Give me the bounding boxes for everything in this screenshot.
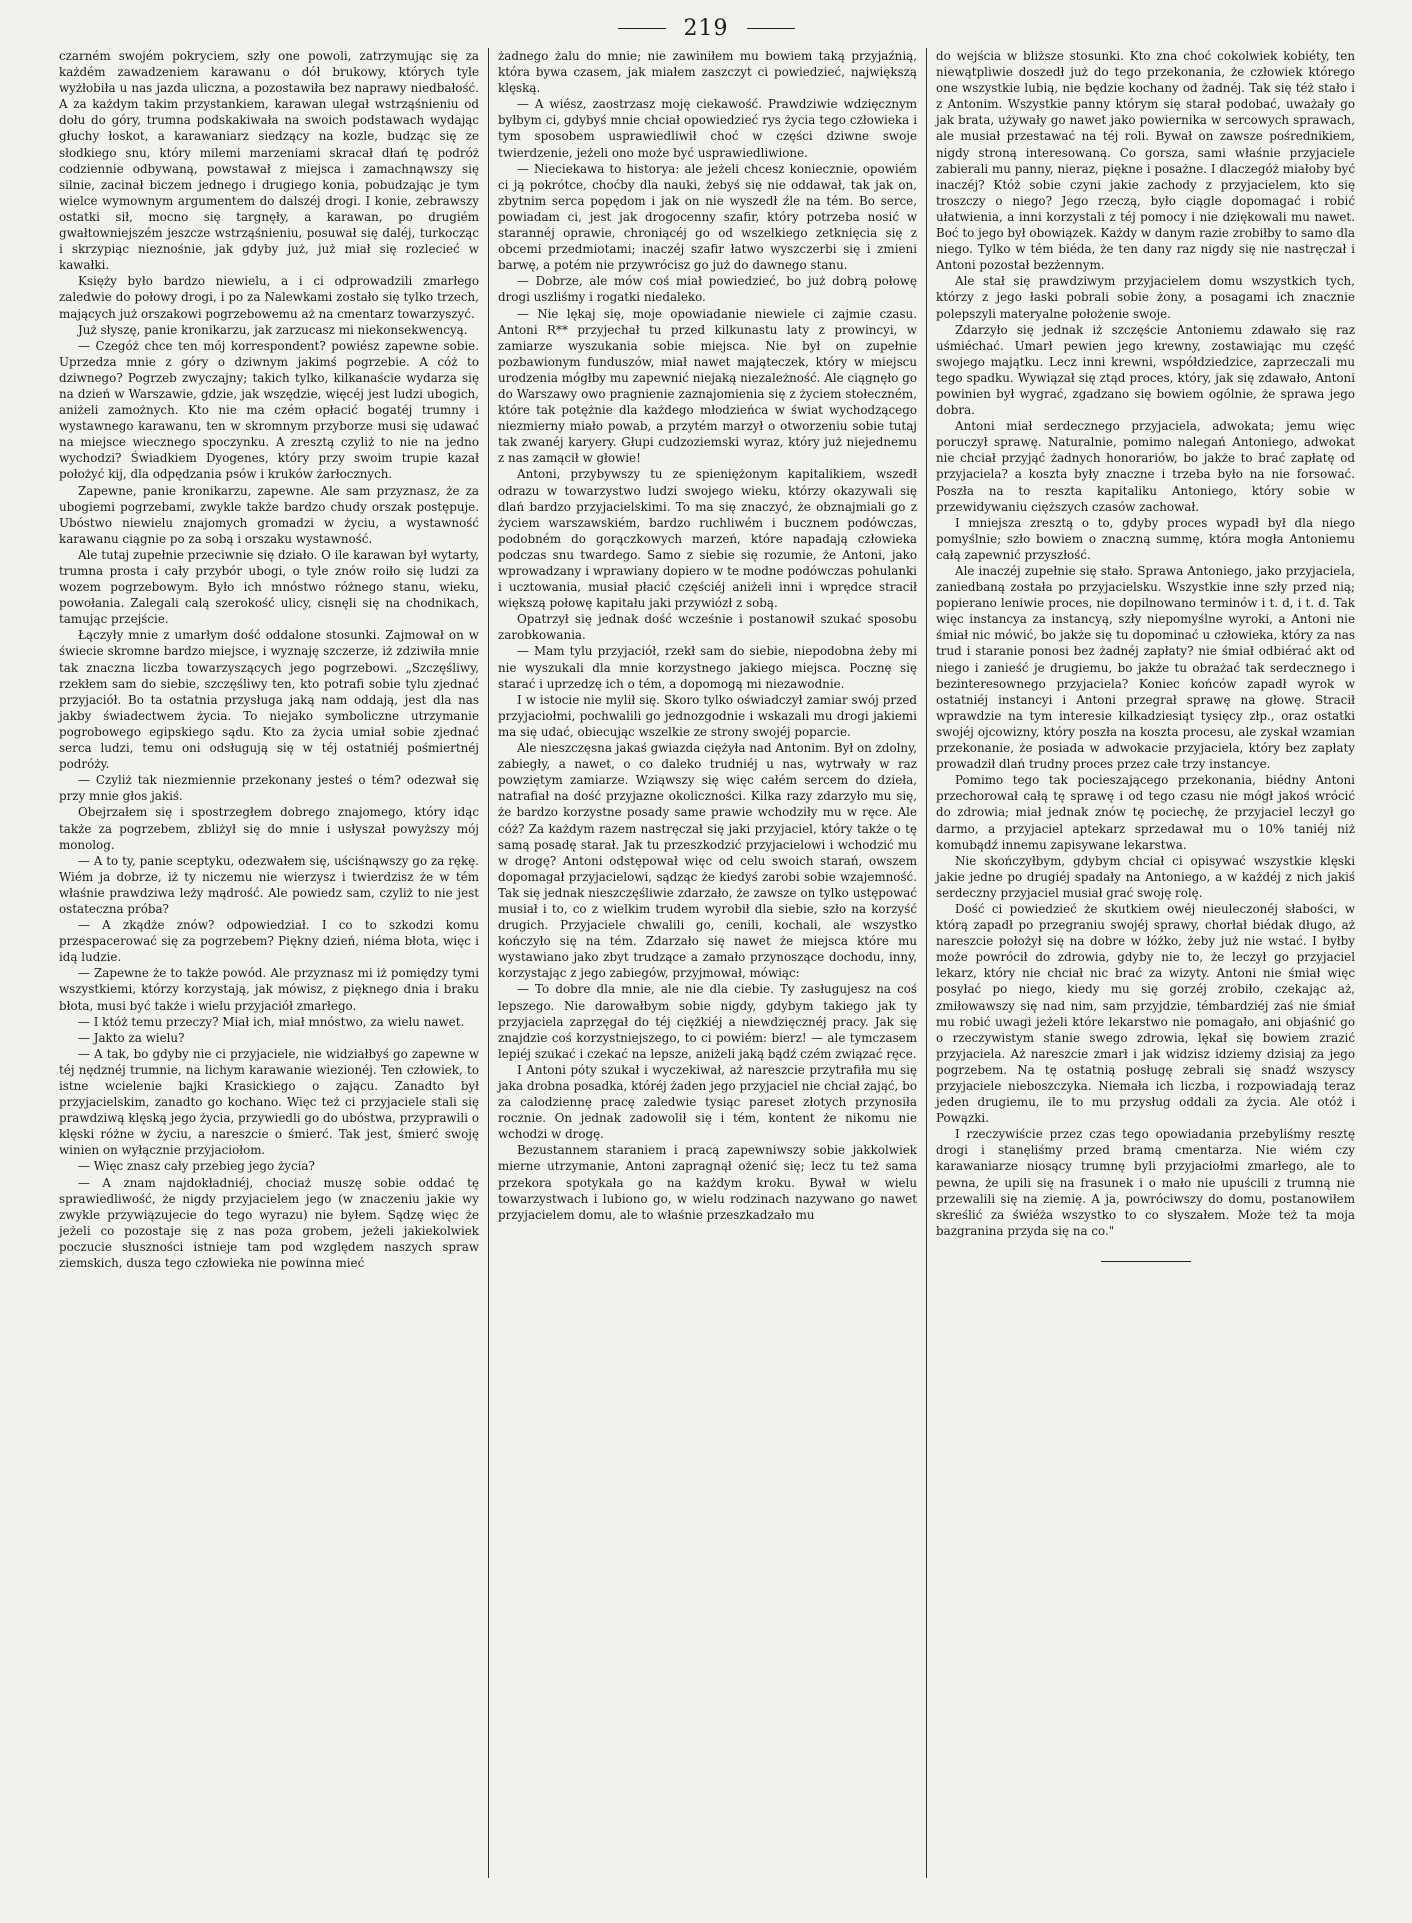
paragraph: — I któż temu przeczy? Miał ich, miał mnóstwo, za wielu nawet.	[78, 1014, 465, 1029]
paragraph: — A to ty, panie sceptyku, odezwałem się, uściśnąwszy go za rękę. Wiém ja dobrze, iż ty niczemu nie wierzysz i twierdzisz że w tém właśnie prawdziwa leży mądrość. Ale powiedz sam, czyliż to nie jest ostateczna próba?	[59, 853, 479, 916]
paragraph: I w istocie nie mylił się. Skoro tylko oświadczył zamiar swój przed przyjaciołmi, pochwalili go jednozgodnie i wskazali mu drogi jakiemi ma się udać, obiecując wszelkie ze strony swojéj poparcie.	[498, 692, 917, 739]
paragraph: — Jakto za wielu?	[78, 1030, 185, 1045]
paragraph: — Więc znasz cały przebieg jego życia?	[78, 1159, 315, 1174]
paragraph: — Nieciekawa to historya: ale jeżeli chcesz koniecznie, opowiém ci ją pokrótce, choćby dla nauki, żebyś się nie oddawał, tak jak on, zbytnim serca popędom i jak on nie wyszedł źle na tém. Bo serce, powiadam ci, jest jak drogocenny szafir, który potrzeba nosić w starannéj oprawie, chroniącéj go od wszelkiego zetknięcia się z obcemi przedmiotami; inaczéj szafir łatwo wyszczerbi się i zmieni barwę, a potém nie przywrócisz go już do dawnego stanu.	[498, 161, 917, 273]
paragraph: Zdarzyło się jednak iż szczęście Antoniemu zdawało się raz uśmiéchać. Umarł pewien jego krewny, zostawiając mu część swojego majątku. Lecz inni krewni, współdziedzice, zaprzeczali mu tego spadku. Wywiązał się ztąd proces, który, jak się zdawało, Antoni powinien był wygrać, zgadzano się bowiem ogólnie, że sprawa jego dobra.	[936, 322, 1355, 418]
column-middle	[488, 48, 926, 1878]
paragraph: Antoni miał serdecznego przyjaciela, adwokata; jemu więc poruczył sprawę. Naturalnie, pomimo nalegań Antoniego, adwokat nie chciał przyjąć żadnych honorariów, bo jakże to brać zapłatę od przyjaciela? a koszta były znaczne i trzeba było na nie forsować. Poszła na to reszta kapitaliku Antoniego, który sobie w przewidywaniu cięższych czasów zachował.	[936, 419, 1355, 514]
paragraph: — Czyliż tak niezmiennie przekonany jesteś o tém? odezwał się przy mnie głos jakiś.	[59, 773, 479, 804]
paragraph: Zapewne, panie kronikarzu, zapewne. Ale sam przyznasz, że za ubogiemi pogrzebami, zwykle także bardzo chudy orszak postępuje. Ubóstwo niewielu znajomych gromadzi w życiu, a wystawność karawanu ciągnie po za sobą i orszaku wystawność.	[59, 483, 479, 546]
paragraph: Obejrzałem się i spostrzegłem dobrego znajomego, który idąc także za pogrzebem, zbliżył się do mnie i usłyszał powyższy mój monolog.	[59, 805, 479, 852]
header-rule-right	[747, 28, 795, 29]
paragraph: — A tak, bo gdyby nie ci przyjaciele, nie widziałbyś go zapewne w téj nędznéj trumnie, na lichym karawanie wiezionéj. Ten człowiek, to istne wcielenie bajki Krasickiego o zającu. Zanadto był przyjacielskim, zanadto go kochano. Więc też ci przyjaciele stali się prawdziwą klęską jego życia, przywiedli go do ubóstwa, przyprawili o klęski różne w życiu, a nareszcie o śmierć. Tak jest, śmierć swoję winien on wyłącznie przyjaciołom.	[59, 1046, 479, 1158]
text-columns	[50, 48, 1366, 1878]
paragraph: Antoni, przybywszy tu ze spieniężonym kapitalikiem, wszedł odrazu w towarzystwo ludzi swojego wieku, którzy okazywali się dlań bardzo przyjacielskimi. To ma się znaczyć, że obznajmiali go z życiem warszawskiém, bardzo ruchliwém i bucznem podówczas, podobném do gorączkowych marzeń, które napadają człowieka podczas snu twardego. Samo z siebie się rozumie, że Antoni, jako wprowadzany i wprawiany dopiero w te modne podówczas pohulanki i ucztowania, musiał płacić częściéj aniżeli inni i wprędce stracił większą połowę kapitału jaki przywiózł z sobą.	[498, 467, 917, 611]
paragraph: Już słyszę, panie kronikarzu, jak zarzucasz mi niekonsekwencyą.	[78, 322, 468, 337]
paragraph: czarném swojém pokryciem, szły one powoli, zatrzymując się za każdém zawadzeniem karawanu o dół brukowy, których tyle wyżłobiła u nas jazda uliczna, a pozostawiła bez naprawy niedbałość. A za każdym takim przystankiem, karawan ulegał wstrząśnieniu od dołu do góry, trumna podskakiwała na swoich podstawach wydając głuchy łoskot, a karawaniarz siedzący na kozle, budząc się ze słodkiego snu, który milemi marzeniami skracał dłań tę podróż codziennie odbywaną, powstawał z miejsca i zamachnąwszy się silnie, zacinał biczem jednego i drugiego konia, pobudzając je tym wielce wymownym argumentem do dalszéj drogi. I konie, zebrawszy ostatki sił, mocno się targnęły, a karawan, po drugiém gwałtowniejszém jeszcze wstrząśnieniu, posuwał się daléj, turkocząc i skrzypiąc nieznośnie, jak gdyby już, już miał się rozlecieć w kawałki.	[59, 49, 479, 273]
paragraph: I Antoni póty szukał i wyczekiwał, aż nareszcie przytrafiła mu się jaka drobna posadka, któréj żaden jego przyjaciel nie chciał zająć, bo za calodziennę pracę zaledwie tysiąc pareset złotych przynosiła rocznie. On jednak zadowolił się i tém, kontent że nikomu nie wchodzi w drogę.	[498, 1062, 917, 1142]
page-number: 219	[683, 15, 729, 41]
paragraph: Łączyły mnie z umarłym dość oddalone stosunki. Zajmował on w świecie skromne bardzo miejsce, i wyznaję szczerze, iż zdziwiła mnie tak znaczna liczba towarzyszących jego pogrzebowi. „Szczęśliwy, rzekłem sam do siebie, szczęśliwy ten, kto potrafi sobie tylu zjednać przyjaciół. Bo ta ostatnia przysługa jaką nam oddają, jest dla nas jakby świadectwem życia. To niejako symboliczne utrzymanie pogrobowego egipskiego sądu. Kto za życia umiał sobie zjednać serca ludzi, temu oni odsługują się w téj ostatniéj pośmiertnéj podróży.	[59, 628, 479, 772]
page-header	[0, 8, 1412, 48]
paragraph: Ale tutaj zupełnie przeciwnie się działo. O ile karawan był wytarty, trumna prosta i cały przybór ubogi, o tyle znów roiło się ludzi za wozem pogrzebowym. Było ich mnóstwo różnego stanu, wieku, powołania. Zalegali calą szerokość ulicy, cisnęli się na chodnikach, tamując przejście.	[59, 547, 479, 627]
paragraph: do wejścia w bliższe stosunki. Kto zna choć cokolwiek kobiéty, ten niewątpliwie doszedł już do tego przekonania, że człowiek którego one wszystkie lubią, nie będzie kochany od żadnéj. Tak się téż stało i z Antonim. Wszystkie panny którym się starał podobać, uważały go jak brata, używały go nawet jako powiernika w sercowych sprawach, ale musiał przestawać na téj roli. Bywał on zawsze pośrednikiem, nigdy stroną interesowaną. Co gorsza, sami właśnie przyjaciele zabierali mu panny, nieraz, piękne i posażne. I dlaczegóż miałoby być inaczéj? Któż sobie czyni jakie zachody z przyjacielem, kto się troszczy o niego? Jego rzeczą, było ciągle dopomagać i robić ułatwienia, a inni korzystali z téj pomocy i nie dziękowali mu nawet. Boć to jego był obowiązek. Każdy w danym razie zrobiłby to samo dla niego. Tylko w tém biéda, że ten dany raz nigdy się nie nastręczał i Antoni pozostał bezżennym.	[936, 49, 1355, 273]
paragraph: — A znam najdokładniéj, chociaż muszę sobie oddać tę sprawiedliwość, że nigdy przyjacielem jego (w znaczeniu jakie wy zwykle przywiązujecie do tego wyrazu) nie byłem. Sądzę więc że jeżeli co pozostaje się z nas poza grobem, jeżeli jakiekolwiek poczucie słuszności istnieje tam pod względem naszych spraw ziemskich, dusza tego człowieka nie powinna mieć	[59, 1175, 479, 1271]
paragraph: — Zapewne że to także powód. Ale przyznasz mi iż pomiędzy tymi wszystkiemi, którzy korzystają, jak mówisz, z pięknego dnia i braku błota, musi być także i wielu przyjaciół zmarłego.	[59, 966, 479, 1013]
paragraph: Ale nieszczęsna jakaś gwiazda ciężyła nad Antonim. Był on zdolny, zabiegły, a nawet, o co daleko trudniéj u nas, wytrwały w raz powziętym zamiarze. Wziąwszy się więc całém sercem do dzieła, natrafiał na dość przyjazne okoliczności. Kilka razy zdarzyło mu się, że bardzo korzystne posady same prawie wchodziły mu w ręce. Ale cóż? Za każdym razem nastręczał się jaki przyjaciel, który także o tę samą posadę starał. Jak tu przeszkodzić przyjacielowi i wchodzić mu w drogę? Antoni odstępował więc od celu swoich starań, owszem dopomagał przyjacielowi, sądząc że kiedyś zarobi sobie wzajemność. Tak się jednak nieszczęśliwie zdarzało, że zawsze on tylko ustępować musiał i to, co z wielkim trudem wyrobił dla siebie, szło na korzyść drugich. Przyjaciele chwalili go, cenili, kochali, ale wszystko kończyło się na tém. Zdarzało się nawet że miejsca które mu wystawiano jako zbyt trudzące a zamało przynoszące dochodu, inny, korzystając z jego zabiegów, przyjmował, mówiąc:	[498, 741, 917, 981]
column-right	[926, 48, 1364, 1878]
paragraph: — A wiész, zaostrzasz moję ciekawość. Prawdziwie wdzięcznym byłbym ci, gdybyś mnie chciał opowiedzieć rys życia tego człowieka i tym sposobem usprawiedliwił choć w części dziwne swoje twierdzenie, jeżeli ono może być usprawiedliwione.	[498, 97, 917, 160]
paragraph: Księży było bardzo niewielu, a i ci odprowadzili zmarłego zaledwie do połowy drogi, i po za Nalewkami zostało się tylko trzech, mających już orszakowi pogrzebowemu aż na cmentarz towarzyszyć.	[59, 274, 479, 321]
paragraph: Bezustannem staraniem i pracą zapewniwszy sobie jakkolwiek mierne utrzymanie, Antoni zapragnął ożenić się; lecz tu też sama przekora spotykała go na każdym kroku. Bywał w wielu towarzystwach i lubiono go, w wielu rodzinach nazywano go nawet przyjacielem domu, ale to właśnie przeszkadzało mu	[498, 1143, 917, 1222]
paragraph: Ale inaczéj zupełnie się stało. Sprawa Antoniego, jako przyjaciela, zaniedbaną została po przyjacielsku. Wszystkie inne szły przed nią; popierano leniwie proces, nie dopilnowano terminów i t. d, i t. d. Tak więc instancya za instancyą, szły niepomyślne wyroki, a Antoni nie śmiał nic mówić, bo jakże się tu dopominać u człowieka, który za nas trud i staranie ponosi bez żadnéj zapłaty? nie śmiał odbiérać akt od niego i zanieść je drugiemu, bo jakże tu obrażać tak serdecznego i bezinteresownego przyjaciela? Koniec końców zapadł wyrok w ostatniéj instancyi i Antoni przegrał sprawę na głowę. Stracił wprawdzie na tym interesie kilkadziesiąt tysięcy złp., oraz ostatki swojéj ojcowizny, który poszła na koszta procesu, ale zyskał wzamian przekonanie, że posiada w adwokacie przyjaciela, który bez zapłaty prowadził dlań trudny proces przez całe trzy instancye.	[936, 564, 1355, 772]
paragraph: Ale stał się prawdziwym przyjacielem domu wszystkich tych, którzy z jego łaski pobrali sobie żony, a posagami ich znacznie polepszyli materyalne położenie swoje.	[936, 274, 1355, 321]
paragraph: — A zkądże znów? odpowiedział. I co to szkodzi komu przespacerować się za pogrzebem? Piękny dzień, niéma błota, więc i idą ludzie.	[59, 918, 479, 965]
article-end-rule	[1101, 1261, 1191, 1262]
paragraph: — Mam tylu przyjaciół, rzekł sam do siebie, niepodobna żeby mi nie wyszukali dla mnie korzystnego jakiego miejsca. Pocznę się starać i uprzedzę ich o tém, a dopomogą mi niezawodnie.	[498, 644, 917, 691]
paragraph: Dość ci powiedzieć że skutkiem owéj nieuleczonéj słabości, w którą zapadł po przegraniu swojéj sprawy, chorłał biédak długo, aż nareszcie położył się na dobre w łóżko, żeby już nie wstać. I byłby może powrócił do zdrowia, gdyby nie to, że leczył go przyjaciel lekarz, który nie chciał nic brać za wizyty. Antoni nie śmiał więc posyłać po niego, kiedy mu się gorzéj zrobiło, czekając aż, zmiłowawszy się nad nim, sam przyjdzie, témbardziéj zaś nie śmiał mu robić uwagi jeżeli które lekarstwo nie pomagało, ani objaśnić go o rzeczywistym stanie swego zdrowia, lękał się bowiem zrazić przyjaciela. Aż nareszcie zmarł i jak widzisz idziemy dzisiaj za jego pogrzebem. Na tę ostatnią posługę zebrali się snadź wszyscy przyjaciele nieboszczyka. Niemała ich liczba, i rozpowiadają teraz jeden drugiemu, ile to mu przysług oddali za życia. Ale otóż i Powązki.	[936, 901, 1355, 1126]
paragraph: Opatrzył się jednak dość wcześnie i postanowił szukać sposobu zarobkowania.	[498, 612, 917, 643]
paragraph: — Czegóż chce ten mój korrespondent? powiész zapewne sobie. Uprzedza mnie z góry o dziwnym jakimś pogrzebie. A cóż to dziwnego? Pogrzeb zwyczajny; takich tylko, kilkanaście wydarza się na dzień w Warszawie, gdzie, jak wszędzie, więcéj jest ludzi ubogich, aniżeli zamożnych. Kto nie ma czém opłacić bogatéj trumny i wystawnego karawanu, ten w skromnym przyborze musi się udawać na miejsce wiecznego spoczynku. A zresztą czyliż to nie na jedno wychodzi? Świadkiem Dyogenes, który przy swoim trupie kazał położyć kij, dla odpędzania psów i kruków żarłocznych.	[59, 338, 479, 482]
paragraph: żadnego żalu do mnie; nie zawiniłem mu bowiem taką przyjaźnią, która bywa czasem, jak miałem zaszczyt ci powiedzieć, największą klęską.	[498, 49, 917, 96]
paragraph: — Nie lękaj się, moje opowiadanie niewiele ci zajmie czasu. Antoni R** przyjechał tu przed kilkunastu laty z prowincyi, w zamiarze wyszukania sobie miejsca. Nie był on zupełnie pozbawionym funduszów, miał nawet mająteczek, który w miejscu urodzenia mógłby mu zapewnić niejaką niezależność. Ale ciągnęło go do Warszawy owo pragnienie zaznajomienia się z życiem stołeczném, które tak potężnie dla każdego młodzieńca w świat wychodzącego niezmierny miało powab, a przytém marzył o otworzeniu sobie tutaj tak zwanéj karyery. Głupi cudzoziemski wyraz, który już niejednemu z nas zamącił w głowie!	[498, 306, 917, 466]
header-rule-left	[618, 28, 666, 29]
paragraph: I mniejsza zresztą o to, gdyby proces wypadł był dla niego pomyślnie; szło bowiem o znaczną summę, która mogła Antoniemu całą zapewnić przyszłość.	[936, 515, 1355, 562]
paragraph: Pomimo tego tak pocieszającego przekonania, biédny Antoni przechorował całą tę sprawę i od tego czasu nie mógł jakoś wrócić do zdrowia; miał jednak znów tę pociechę, że przyjaciel leczył go darmo, a przyjaciel aptekarz sprzedawał mu o 10% taniéj niż komubądź innemu zapisywane lekarstwa.	[936, 773, 1355, 852]
paragraph: Nie skończyłbym, gdybym chciał ci opisywać wszystkie klęski jakie jedne po drugiéj spadały na Antoniego, a w każdéj z nich jakiś serdeczny przyjaciel musiał grać swoję rolę.	[936, 853, 1355, 900]
paragraph: I rzeczywiście przez czas tego opowiadania przebyliśmy resztę drogi i stanęliśmy przed bramą cmentarza. Nie wiém czy karawaniarze niosący trumnę byli przyjaciołmi zmarłego, ale to pewna, że upili się na frasunek i o mało nie upuścili z trumną nie przewalili się na ziemię. A ja, powróciwszy do domu, postanowiłem skreślić za świéża wszystko to co słyszałem. Może też ta moja bazgranina przyda się na co."	[936, 1127, 1355, 1238]
paragraph: — Dobrze, ale mów coś miał powiedzieć, bo już dobrą połowę drogi uszliśmy i rogatki niedaleko.	[498, 274, 917, 305]
column-left	[50, 48, 488, 1878]
paragraph: — To dobre dla mnie, ale nie dla ciebie. Ty zasługujesz na coś lepszego. Nie darowałbym sobie nigdy, gdybym takiego jak ty przyjaciela zaprzęgał do téj ciężkiéj a niewdzięcznéj pracy. Jak się znajdzie coś korzystniejszego, to ci powiém: bierz! — ale tymczasem lepiéj szukać i czekać na lepsze, aniżeli jaką bądź czém związać ręce.	[498, 982, 917, 1061]
